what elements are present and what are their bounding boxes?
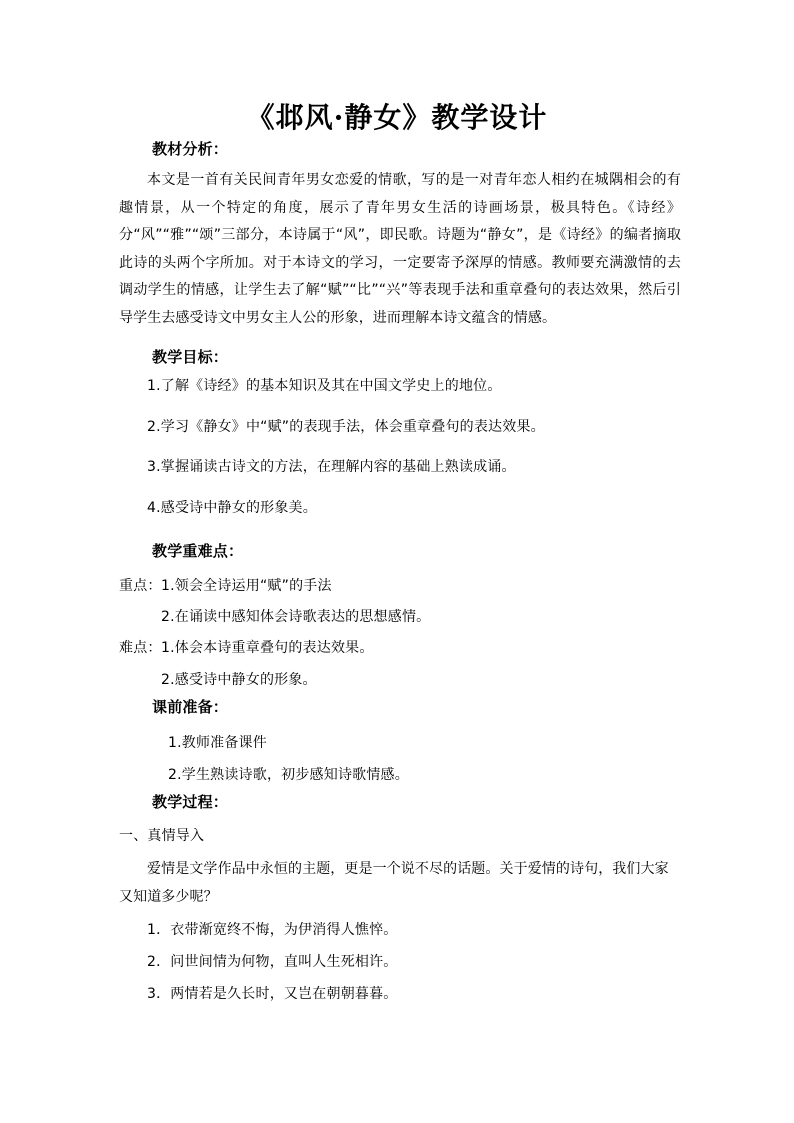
prep-item: 1.教师准备课件 bbox=[168, 735, 267, 751]
poem-line: 3．两情若是久长时，又岂在朝朝暮暮。 bbox=[147, 986, 398, 1002]
goal-item: 1.了解《诗经》的基本知识及其在中国文学史上的地位。 bbox=[147, 378, 502, 394]
difficult-label: 难点： bbox=[119, 640, 162, 656]
difficult-item: 2.感受诗中静女的形象。 bbox=[161, 672, 317, 688]
process-heading: 教学过程： bbox=[152, 793, 229, 811]
section-paragraph: 爱情是文学作品中永恒的主题，更是一个说不尽的话题。关于爱情的诗句，我们大家又知道多少呢？ bbox=[119, 861, 669, 905]
analysis-heading: 教材分析： bbox=[152, 140, 229, 158]
goal-item: 2.学习《静女》中“赋”的表现手法，体会重章叠句的表达效果。 bbox=[147, 419, 545, 435]
key-item: 1.领会全诗运用“赋”的手法 bbox=[161, 578, 332, 594]
document-title: 《邶风·静女》教学设计 bbox=[246, 101, 548, 134]
poem-line: 1．衣带渐宽终不悔，为伊消得人憔悴。 bbox=[147, 922, 398, 938]
goal-item: 4.感受诗中静女的形象美。 bbox=[147, 500, 317, 516]
key-label: 重点： bbox=[119, 578, 162, 594]
prep-heading: 课前准备： bbox=[152, 698, 229, 716]
difficult-item: 1.体会本诗重章叠句的表达效果。 bbox=[161, 640, 374, 656]
keypoints-heading: 教学重难点： bbox=[152, 542, 244, 560]
goals-heading: 教学目标： bbox=[152, 348, 229, 366]
prep-item: 2.学生熟读诗歌，初步感知诗歌情感。 bbox=[168, 767, 409, 783]
key-item: 2.在诵读中感知体会诗歌表达的思想感情。 bbox=[161, 609, 431, 625]
poem-line: 2．问世间情为何物，直叫人生死相许。 bbox=[147, 954, 398, 970]
analysis-paragraph: 本文是一首有关民间青年男女恋爱的情歌，写的是一对青年恋人相约在城隅相会的有趣情景，从一个特定的角度，展示了青年男女生活的诗画场景，极具特色。《诗经》分“风”“雅”“颂”三部分，本诗属于“风”，即民歌。诗题为“静女”，是《诗经》的编者摘取此诗的头两个字所加。对于本诗文的学习，一定要寄予深厚的情感。教师要充满激情的去调动学生的情感，让学生去了解“赋”“比”“兴”等表现手法和重章叠句的表达效果，然后引导学生去感受诗文中男女主人公的形象，进而理解本诗文蕴含的情感。 bbox=[119, 172, 681, 326]
goal-item: 3.掌握诵读古诗文的方法，在理解内容的基础上熟读成诵。 bbox=[147, 459, 516, 475]
section-heading: 一、真情导入 bbox=[119, 828, 205, 844]
